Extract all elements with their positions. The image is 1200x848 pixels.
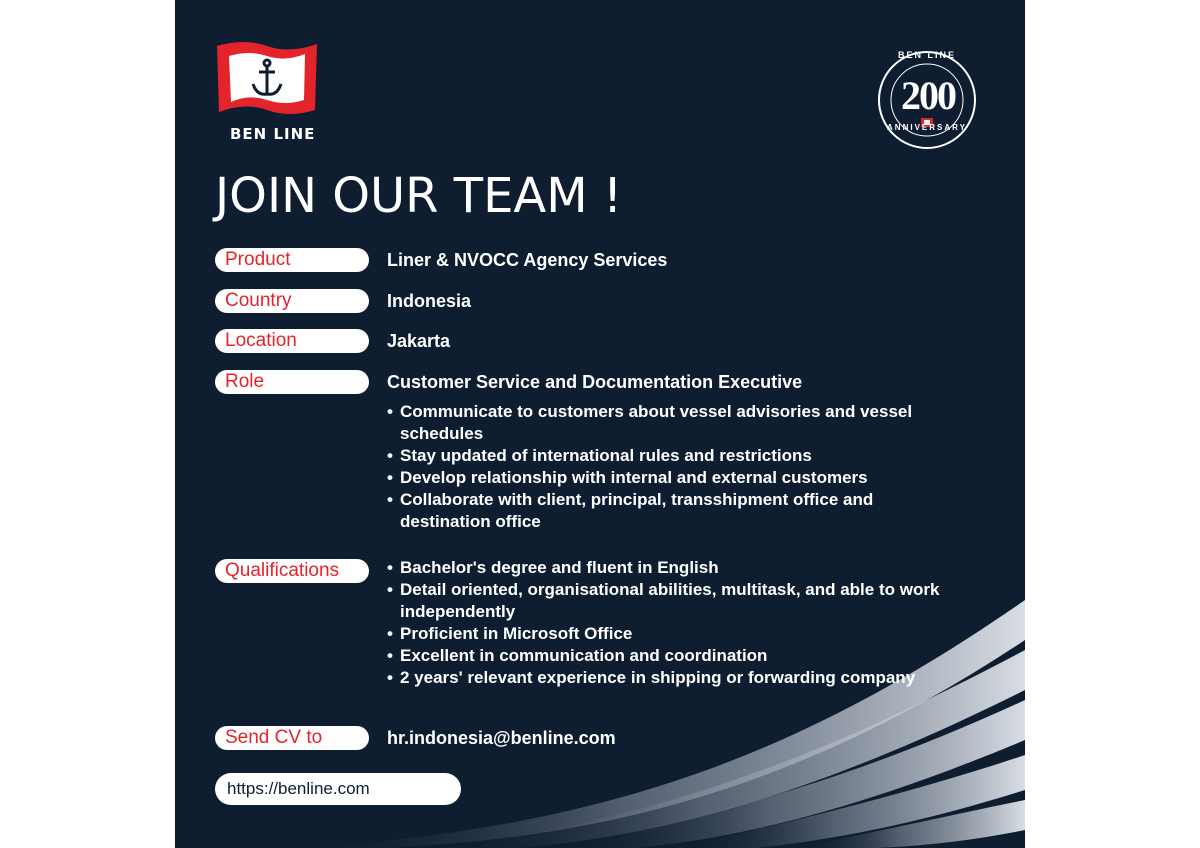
list-item: • Develop relationship with internal and external customers <box>387 467 967 489</box>
list-item: • Excellent in communication and coordination <box>387 645 967 667</box>
list-item: • Proficient in Microsoft Office <box>387 623 967 645</box>
label-product: Product <box>215 248 369 272</box>
poster <box>175 0 1025 848</box>
list-item: • 2 years' relevant experience in shipping or forwarding company <box>387 667 967 689</box>
value-role: Customer Service and Documentation Executive <box>387 372 803 392</box>
list-item: • Detail oriented, organisational abilities, multitask, and able to work independently <box>387 579 967 623</box>
label-country: Country <box>215 289 369 313</box>
label-role: Role <box>215 370 369 394</box>
flag-anchor-logo <box>215 40 319 120</box>
page-title: JOIN OUR TEAM ! <box>215 168 623 224</box>
label-qualifications: Qualifications <box>215 559 369 583</box>
list-item: • Bachelor's degree and fluent in English <box>387 557 967 579</box>
label-location: Location <box>215 329 369 353</box>
qualifications-list <box>387 557 967 689</box>
list-item: • Collaborate with client, principal, transshipment office and destination office <box>387 489 967 533</box>
email-link[interactable]: hr.indonesia@benline.com <box>387 728 616 748</box>
list-item: • Stay updated of international rules and restrictions <box>387 445 967 467</box>
website-link[interactable]: https://benline.com <box>215 773 461 805</box>
value-product: Liner & NVOCC Agency Services <box>387 250 668 270</box>
value-country: Indonesia <box>387 291 472 311</box>
anniversary-top-text: BEN LINE <box>897 50 956 60</box>
role-duties-list <box>387 401 967 533</box>
value-location: Jakarta <box>387 331 451 351</box>
anniversary-bottom-text: ANNIVERSARY <box>887 123 967 132</box>
anniversary-badge <box>875 48 979 156</box>
label-send-cv: Send CV to <box>215 726 369 750</box>
list-item: • Communicate to customers about vessel advisories and vessel schedules <box>387 401 967 445</box>
anniversary-number: 200 <box>901 73 955 118</box>
brand-name: BEN LINE <box>230 125 316 143</box>
